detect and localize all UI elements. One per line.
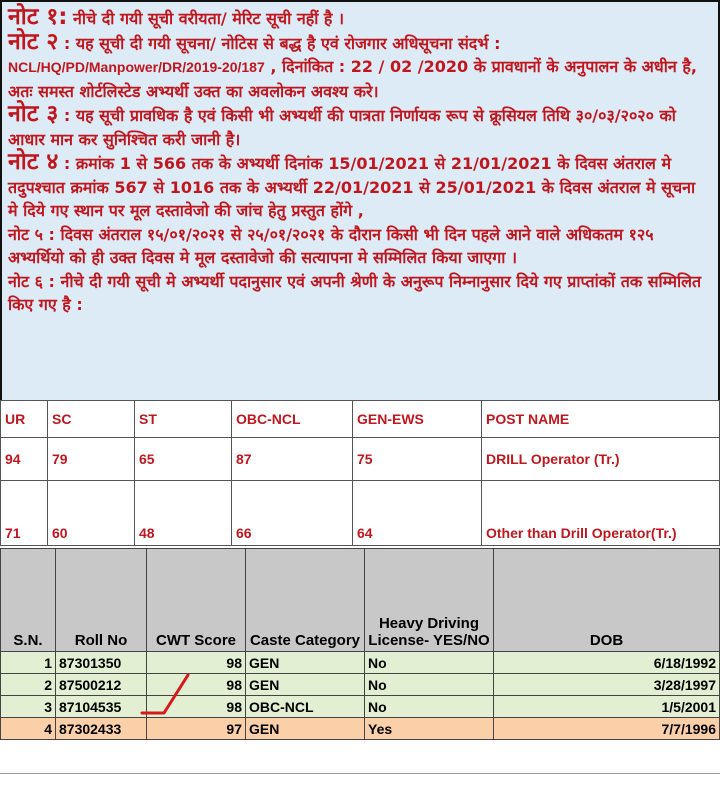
header-roll-no: Roll No [56, 549, 147, 652]
header-st: ST [135, 401, 232, 438]
note-4: नोट ४ : क्रमांक 1 से 566 तक के अभ्यर्थी दिनांक 15/01/2021 से 21/01/2021 के दिवस अंतराल मे तदुपश्चात क्रमांक 567 से 1016 तक के अभ्यर्थी 22/01/2021 से 25/01/2021 के दिवस अंतराल मे सूचना मे दिये गए स्थान पर मूल दस्तावेजो की जांच हेतु प्रस्तुत होंगे , [8, 149, 696, 220]
cell: 87104535 [56, 696, 147, 718]
cell: No [365, 696, 494, 718]
cell: Other than Drill Operator(Tr.) [482, 481, 720, 546]
note-6: नोट ६ : नीचे दी गयी सूची मे अभ्यर्थी पदानुसार एवं अपनी श्रेणी के अनुरूप निम्नानुसार दिये गए प्राप्तांकों तक सम्मिलित किए गए है : [8, 271, 702, 314]
cell: 66 [232, 481, 353, 546]
post-row-drill [1, 438, 720, 481]
header-post-name: POST NAME [482, 401, 720, 438]
cell: GEN [246, 718, 365, 740]
cell: 75 [353, 438, 482, 481]
header-heavy-driving-license: Heavy Driving License- YES/NO [365, 549, 494, 652]
cell: 79 [48, 438, 135, 481]
divider [0, 773, 720, 774]
header-dob: DOB [494, 549, 720, 652]
cell: 1/5/2001 [494, 696, 720, 718]
cell: 87500212 [56, 674, 147, 696]
cell: 1 [1, 652, 56, 674]
cell: 98 [147, 652, 246, 674]
cell: 97 [147, 718, 246, 740]
post-row-other [1, 481, 720, 546]
header-sn: S.N. [1, 549, 56, 652]
cell: 98 [147, 696, 246, 718]
note-2: नोट २ : यह सूची दी गयी सूचना/ नोटिस से बद्ध है एवं रोजगार अधिसूचना संदर्भ : NCL/HQ/PD/Manpower/DR/2019-20/187 , दिनांकित : 22 / 02 /2020 के प्रावधानों के अनुपालन के अधीन है, अतः समस्त शोर्टलिस्टेड अभ्यर्थी उक्त का अवलोकन अवश्य करे। [8, 28, 697, 101]
cell: 7/7/1996 [494, 718, 720, 740]
cell: 87302433 [56, 718, 147, 740]
reference-number: NCL/HQ/PD/Manpower/DR/2019-20/187 [8, 59, 265, 75]
cell: OBC-NCL [246, 696, 365, 718]
header-caste-category: Caste Category [246, 549, 365, 652]
cell: 94 [1, 438, 48, 481]
cell: No [365, 674, 494, 696]
cell: 64 [353, 481, 482, 546]
cell: 6/18/1992 [494, 652, 720, 674]
cell: 4 [1, 718, 56, 740]
candidate-table [0, 548, 720, 740]
cell: GEN [246, 652, 365, 674]
cell: GEN [246, 674, 365, 696]
table-row [1, 718, 720, 740]
note-3: नोट ३ : यह सूची प्रावधिक है एवं किसी भी अभ्यर्थी की पात्रता निर्णायक रूप से क्रूसियल तिथि ३०/०३/२०२० को आधार मान कर सुनिश्चित करी जानी है। [8, 101, 676, 149]
cell: 87301350 [56, 652, 147, 674]
header-ur: UR [1, 401, 48, 438]
table-row [1, 652, 720, 674]
cell: 3 [1, 696, 56, 718]
cell: 3/28/1997 [494, 674, 720, 696]
header-obc-ncl: OBC-NCL [232, 401, 353, 438]
cell: 2 [1, 674, 56, 696]
table-row [1, 674, 720, 696]
cell: 87 [232, 438, 353, 481]
cell: 98 [147, 674, 246, 696]
post-cutoff-table [0, 400, 720, 546]
cell: 71 [1, 481, 48, 546]
note-5: नोट ५ : दिवस अंतराल १५/०१/२०२१ से २५/०१/२०२१ के दौरान किसी भी दिन पहले आने वाले अधिकतम १२५ अभ्यर्थियो को ही उक्त दिवस मे मूल दस्तावेजो की सत्यापना मे सम्मिलित किया जाएगा । [8, 224, 654, 267]
cell: 48 [135, 481, 232, 546]
header-sc: SC [48, 401, 135, 438]
cell: DRILL Operator (Tr.) [482, 438, 720, 481]
cell: 65 [135, 438, 232, 481]
cell: 60 [48, 481, 135, 546]
table-row [1, 696, 720, 718]
cell: No [365, 652, 494, 674]
candidate-table-header [1, 549, 720, 652]
cell: Yes [365, 718, 494, 740]
note-1: नोट १: नीचे दी गयी सूची वरीयता/ मेरिट सूची नहीं है । [8, 4, 345, 30]
header-cwt-score: CWT Score [147, 549, 246, 652]
post-table-header [1, 401, 720, 438]
header-gen-ews: GEN-EWS [353, 401, 482, 438]
